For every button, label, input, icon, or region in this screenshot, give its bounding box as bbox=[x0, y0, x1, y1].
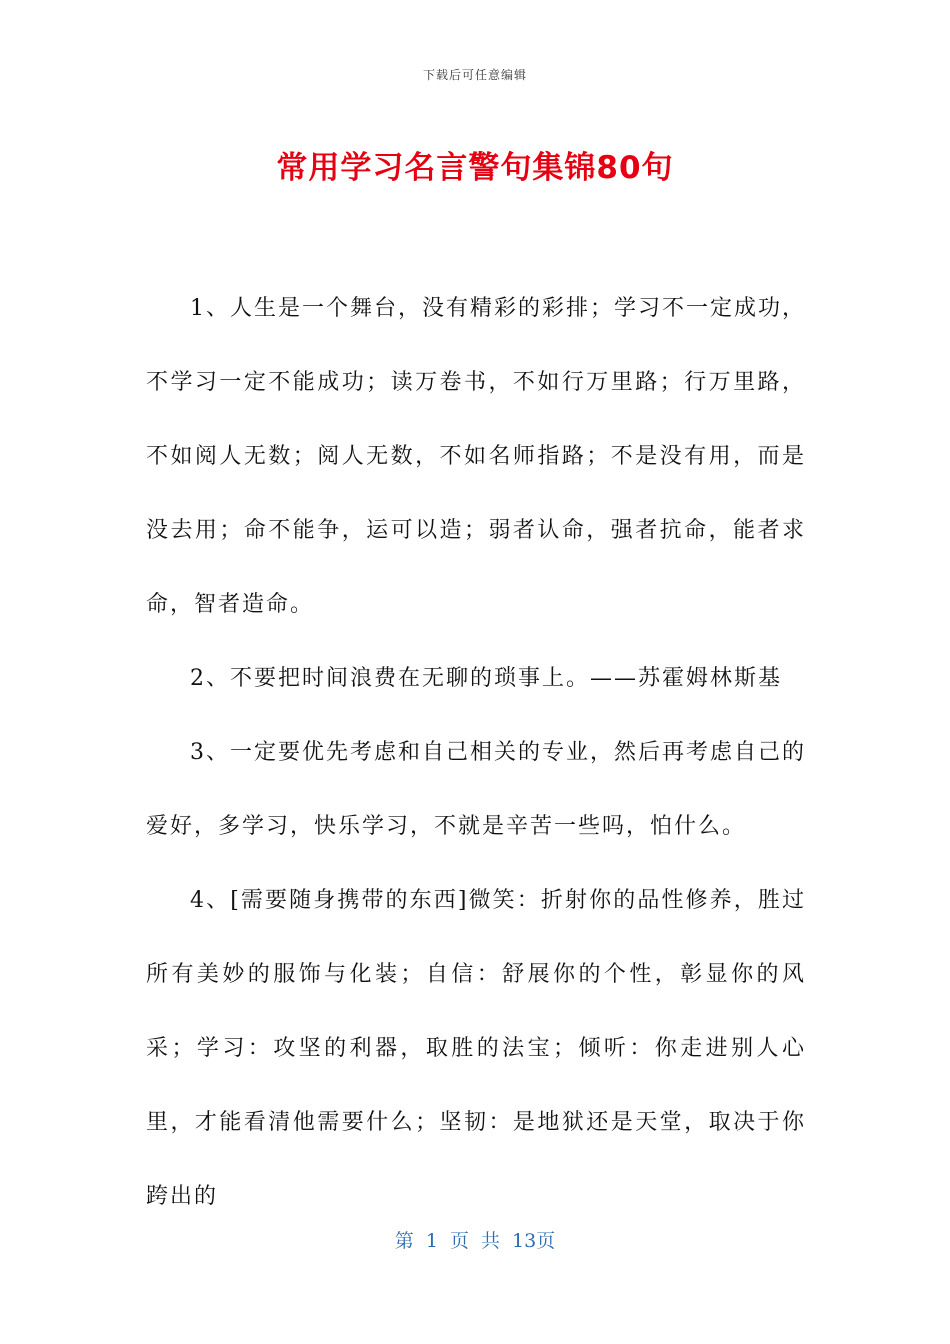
document-body bbox=[146, 272, 806, 1234]
paragraph-3: 3、一定要优先考虑和自己相关的专业，然后再考虑自己的爱好，多学习，快乐学习，不就是辛苦一些吗，怕什么。 bbox=[146, 740, 806, 839]
page-footer: 第 1 页 共 13页 bbox=[394, 1230, 556, 1252]
page-header: 下载后可任意编辑 bbox=[422, 68, 527, 82]
document-title: 常用学习名言警句集锦80句 bbox=[276, 150, 674, 186]
paragraph-1: 1、人生是一个舞台，没有精彩的彩排；学习不一定成功，不学习一定不能成功；读万卷书，不如行万里路；行万里路，不如阅人无数；阅人无数，不如名师指路；不是没有用，而是没去用；命不能争，运可以造；弱者认命，强者抗命，能者求命，智者造命。 bbox=[146, 296, 806, 617]
paragraph-2: 2、不要把时间浪费在无聊的琐事上。——苏霍姆林斯基 bbox=[190, 666, 782, 691]
paragraph-4: 4、[需要随身携带的东西]微笑：折射你的品性修养，胜过所有美妙的服饰与化装；自信：舒展你的个性，彰显你的风采；学习：攻坚的利器，取胜的法宝；倾听：你走进别人心里，才能看清他需要什么；坚韧：是地狱还是天堂，取决于你跨出的 bbox=[146, 888, 806, 1209]
